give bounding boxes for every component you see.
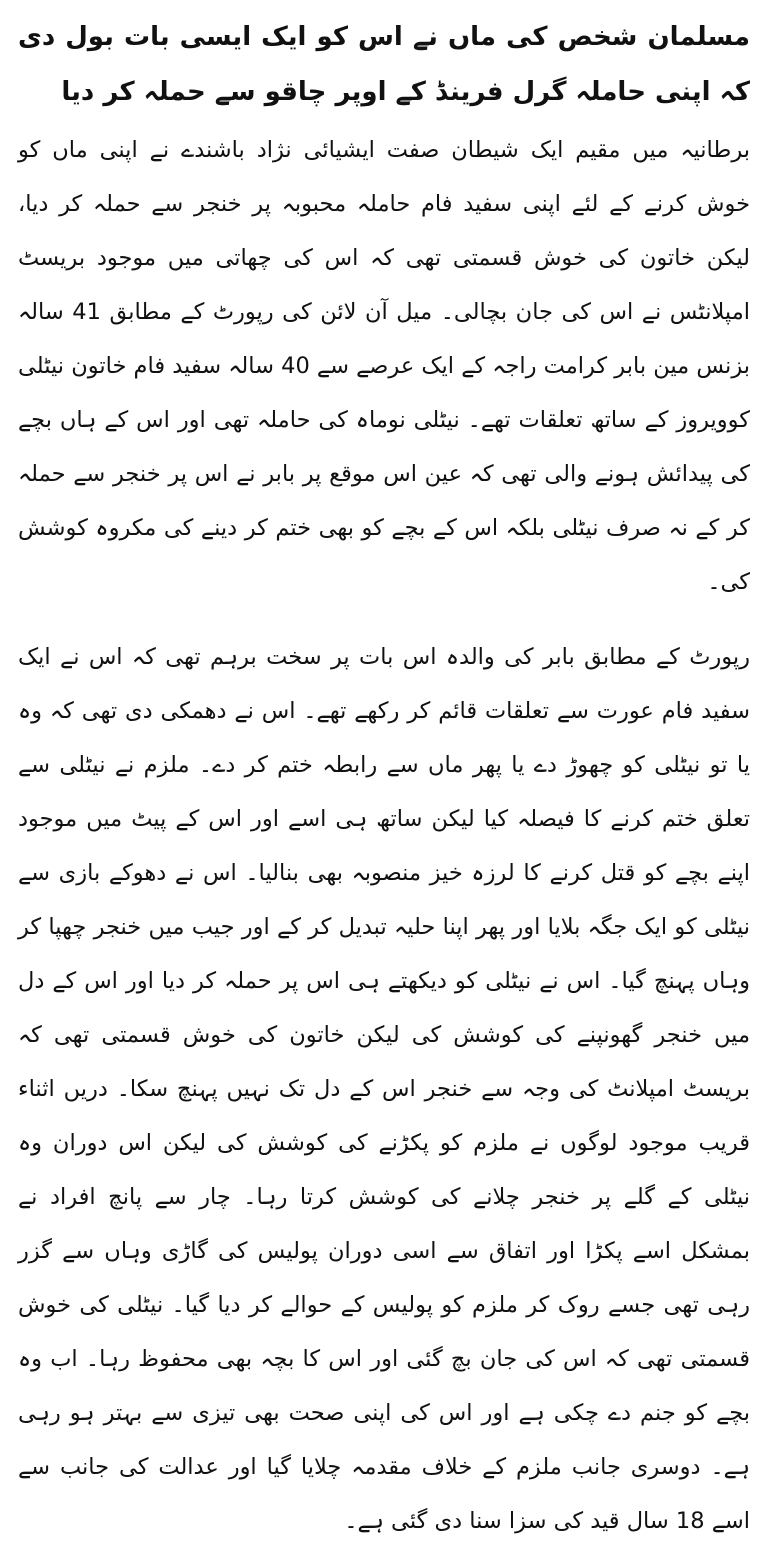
article-paragraph-2: رپورٹ کے مطابق بابر کی والدہ اس بات پر سخت برہم تھی کہ اس نے ایک سفید فام عورت سے تعلقات قائم کر رکھے تھے۔ اس نے دھمکی دی تھی کہ وہ یا تو نیٹلی کو چھوڑ دے یا پھر ماں سے رابطہ ختم کر دے۔ ملزم نے نیٹلی سے تعلق ختم کرنے کا فیصلہ کیا لیکن ساتھ ہی اسے اور اس کے پیٹ میں موجود اپنے بچے کو قتل کرنے کا لرزہ خیز منصوبہ بھی بنالیا۔ اس نے دھوکے بازی سے نیٹلی کو ایک جگہ بلایا اور پھر اپنا حلیہ تبدیل کر کے اور جیب میں خنجر چھپا کر وہاں پہنچ گیا۔ اس نے نیٹلی کو دیکھتے ہی اس پر حملہ کر دیا اور اس کے دل میں خنجر گھونپنے کی کوشش کی لیکن خاتون کی خوش قسمتی تھی کہ بریسٹ امپلانٹ کی وجہ سے خنجر اس کے دل تک نہیں پہنچ سکا۔ دریں اثناء قریب موجود لوگوں نے ملزم کو پکڑنے کی کوشش کی لیکن اس دوران وہ نیٹلی کے گلے پر خنجر چلانے کی کوشش کرتا رہا۔ چار سے پانچ افراد نے بمشکل اسے پکڑا اور اتفاق سے اسی دوران پولیس کی گاڑی وہاں سے گزر رہی تھی جسے روک کر ملزم کو پولیس کے حوالے کر دیا گیا۔ نیٹلی کی خوش قسمتی تھی کہ اس کی جان بچ گئی اور اس کا بچہ بھی محفوظ رہا۔ اب وہ بچے کو جنم دے چکی ہے اور اس کی اپنی صحت بھی تیزی سے بہتر ہو رہی ہے۔ دوسری جانب ملزم کے خلاف مقدمہ چلایا گیا اور عدالت کی جانب سے اسے 18 سال قید کی سزا سنا دی گئی ہے۔ xyxy=(18,644,750,1534)
article-paragraph-1: برطانیہ میں مقیم ایک شیطان صفت ایشیائی نژاد باشندے نے اپنی ماں کو خوش کرنے کے لئے اپنی سفید فام حاملہ محبوبہ پر خنجر سے حملہ کر دیا، لیکن خاتون کی خوش قسمتی تھی کہ اس کی چھاتی میں موجود بریسٹ امپلانٹس نے اس کی جان بچالی۔ میل آن لائن کی رپورٹ کے مطابق 41 سالہ بزنس مین بابر کرامت راجہ کے ایک عرصے سے 40 سالہ سفید فام خاتون نیٹلی کوویروز کے ساتھ تعلقات تھے۔ نیٹلی نوماہ کی حاملہ تھی اور اس کے ہاں بچے کی پیدائش ہونے والی تھی کہ عین اس موقع پر بابر نے اس پر خنجر سے حملہ کر کے نہ صرف نیٹلی بلکہ اس کے بچے کو بھی ختم کر دینے کی مکروہ کوشش کی۔ xyxy=(18,137,750,595)
article-headline: مسلمان شخص کی ماں نے اس کو ایک ایسی بات بول دی کہ اپنی حاملہ گرل فرینڈ کے اوپر چاقو سے حملہ کر دیا xyxy=(18,22,750,107)
